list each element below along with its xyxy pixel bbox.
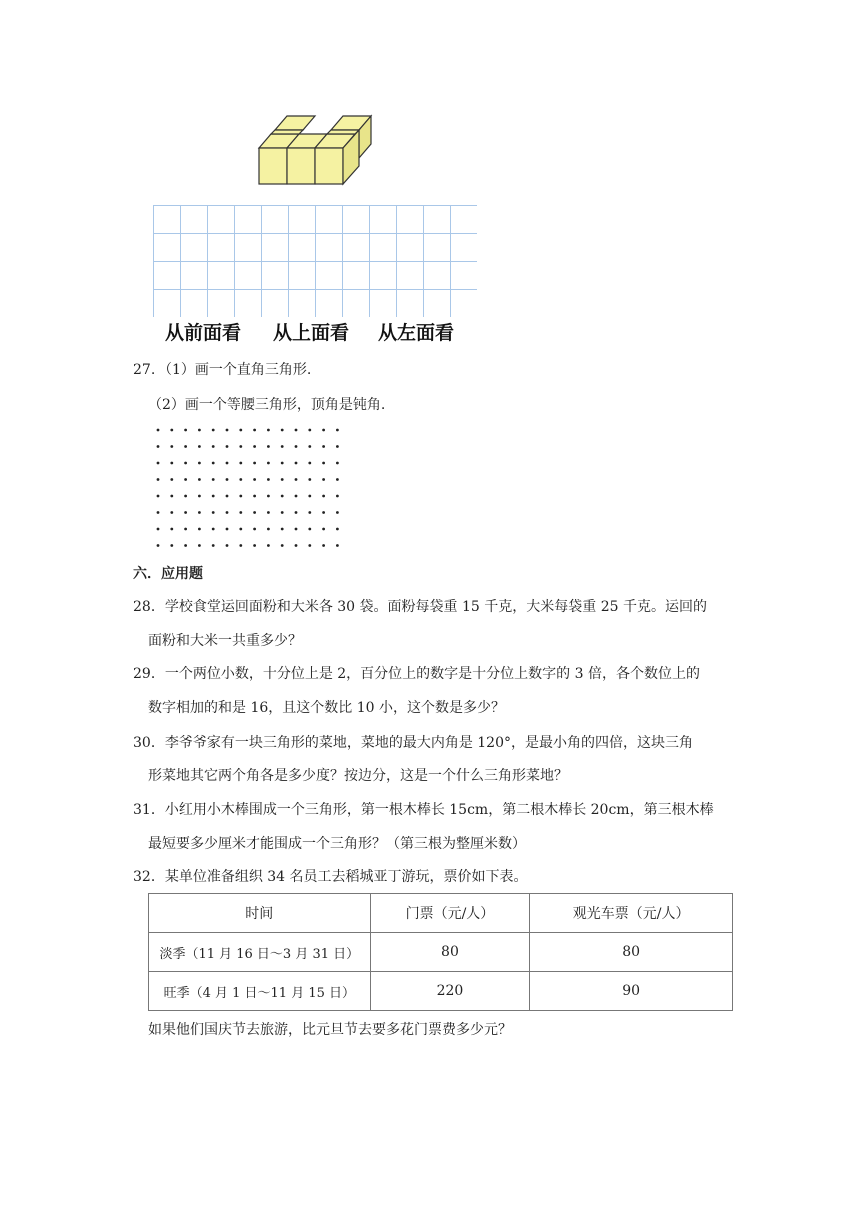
- grid-dot: [170, 429, 173, 432]
- grid-dot: [281, 429, 284, 432]
- question-27-number: 27.: [133, 362, 156, 378]
- grid-dot: [253, 511, 256, 514]
- grid-dot: [170, 445, 173, 448]
- grid-dot: [157, 495, 160, 498]
- grid-dot: [322, 528, 325, 531]
- grid-dot: [184, 462, 187, 465]
- grid-dot: [267, 445, 270, 448]
- grid-dot: [212, 429, 215, 432]
- view-label-front: 从前面看: [165, 322, 242, 344]
- grid-dot: [239, 429, 242, 432]
- grid-dot: [308, 429, 311, 432]
- cube-figure: [255, 112, 375, 188]
- grid-dot: [198, 429, 201, 432]
- table-cell: 淡季（11 月 16 日～3 月 31 日）: [149, 933, 371, 972]
- question-32-question: 如果他们国庆节去旅游，比元旦节去要多花门票费多少元？: [148, 1022, 512, 1038]
- grid-dot: [226, 544, 229, 547]
- question-30-line1: 30．李爷爷家有一块三角形的菜地，菜地的最大内角是 120°，是最小角的四倍，这块三角: [133, 735, 693, 751]
- grid-dot: [267, 511, 270, 514]
- grid-dot: [253, 544, 256, 547]
- grid-dot: [170, 544, 173, 547]
- grid-dot: [295, 478, 298, 481]
- table-header-row: [149, 894, 733, 933]
- grid-dot: [212, 445, 215, 448]
- grid-dot: [198, 462, 201, 465]
- grid-dot: [239, 528, 242, 531]
- drawing-grid[interactable]: [153, 205, 477, 317]
- dot-grid[interactable]: [150, 424, 350, 550]
- section-title: 六．应用题: [133, 566, 203, 582]
- grid-dot: [267, 495, 270, 498]
- grid-dot: [267, 429, 270, 432]
- grid-dot: [226, 429, 229, 432]
- grid-dot: [295, 445, 298, 448]
- grid-dot: [281, 445, 284, 448]
- grid-dot: [336, 528, 339, 531]
- question-31-line1: 31．小红用小木棒围成一个三角形，第一根木棒长 15cm，第二根木棒长 20cm，第三根木棒: [133, 802, 714, 818]
- question-27-part1: （1）画一个直角三角形.: [158, 362, 312, 378]
- grid-dot: [184, 511, 187, 514]
- grid-dot: [308, 478, 311, 481]
- grid-dot: [281, 528, 284, 531]
- grid-dot: [336, 495, 339, 498]
- grid-dot: [253, 462, 256, 465]
- grid-dot: [198, 478, 201, 481]
- grid-dot: [170, 495, 173, 498]
- grid-dot: [295, 462, 298, 465]
- price-table: [148, 893, 733, 1011]
- grid-dot: [336, 445, 339, 448]
- grid-dot: [226, 478, 229, 481]
- table-cell: 80: [530, 933, 733, 972]
- grid-dot: [295, 429, 298, 432]
- grid-dot: [295, 544, 298, 547]
- grid-dot: [308, 528, 311, 531]
- grid-dot: [322, 511, 325, 514]
- view-label-top: 从上面看: [273, 322, 350, 344]
- grid-dot: [336, 511, 339, 514]
- table-header-cell: 时间: [149, 894, 371, 933]
- table-header-cell: 门票（元/人）: [370, 894, 530, 933]
- grid-dot: [253, 445, 256, 448]
- grid-dot: [226, 511, 229, 514]
- question-28-line1: 28．学校食堂运回面粉和大米各 30 袋。面粉每袋重 15 千克，大米每袋重 25 千克。运回的: [133, 599, 707, 615]
- grid-dot: [157, 528, 160, 531]
- grid-dot: [184, 528, 187, 531]
- grid-dot: [157, 544, 160, 547]
- grid-dot: [157, 478, 160, 481]
- table-cell: 220: [370, 972, 530, 1011]
- grid-dot: [336, 544, 339, 547]
- grid-dot: [212, 544, 215, 547]
- grid-dot: [322, 462, 325, 465]
- grid-dot: [157, 429, 160, 432]
- grid-dot: [157, 511, 160, 514]
- grid-dot: [281, 511, 284, 514]
- grid-dot: [198, 544, 201, 547]
- grid-dot: [308, 445, 311, 448]
- grid-dot: [184, 429, 187, 432]
- grid-dot: [226, 495, 229, 498]
- question-30-line2: 形菜地其它两个角各是多少度？按边分，这是一个什么三角形菜地？: [148, 768, 568, 784]
- grid-dot: [267, 478, 270, 481]
- grid-dot: [239, 462, 242, 465]
- grid-dot: [253, 478, 256, 481]
- grid-dot: [253, 495, 256, 498]
- grid-dot: [322, 495, 325, 498]
- grid-dot: [198, 495, 201, 498]
- grid-dot: [253, 528, 256, 531]
- grid-dot: [226, 462, 229, 465]
- grid-dot: [267, 528, 270, 531]
- grid-dot: [170, 478, 173, 481]
- grid-dot: [322, 429, 325, 432]
- grid-dot: [322, 544, 325, 547]
- table-row: [149, 972, 733, 1011]
- grid-dot: [239, 445, 242, 448]
- grid-dot: [184, 445, 187, 448]
- grid-dot: [170, 462, 173, 465]
- grid-dot: [295, 511, 298, 514]
- question-27-part2: （2）画一个等腰三角形，顶角是钝角.: [148, 397, 386, 413]
- grid-dot: [226, 528, 229, 531]
- grid-dot: [336, 462, 339, 465]
- table-cell: 80: [370, 933, 530, 972]
- question-29-line1: 29．一个两位小数，十分位上是 2，百分位上的数字是十分位上数字的 3 倍，各个数位上的: [133, 666, 700, 682]
- grid-dot: [295, 495, 298, 498]
- grid-dot: [281, 478, 284, 481]
- grid-dot: [336, 429, 339, 432]
- grid-dot: [170, 528, 173, 531]
- grid-dot: [212, 511, 215, 514]
- grid-dot: [170, 511, 173, 514]
- grid-dot: [212, 478, 215, 481]
- grid-dot: [239, 495, 242, 498]
- grid-dot: [322, 445, 325, 448]
- grid-dot: [198, 511, 201, 514]
- table-cell: 旺季（4 月 1 日～11 月 15 日）: [149, 972, 371, 1011]
- grid-dot: [267, 462, 270, 465]
- grid-dot: [184, 495, 187, 498]
- grid-dot: [239, 478, 242, 481]
- table-cell: 90: [530, 972, 733, 1011]
- grid-dot: [239, 544, 242, 547]
- grid-dot: [308, 511, 311, 514]
- grid-dot: [308, 495, 311, 498]
- grid-dot: [281, 495, 284, 498]
- grid-dot: [184, 544, 187, 547]
- grid-dot: [308, 544, 311, 547]
- view-label-left: 从左面看: [378, 322, 455, 344]
- grid-dot: [184, 478, 187, 481]
- grid-dot: [239, 511, 242, 514]
- grid-dot: [157, 445, 160, 448]
- grid-dot: [308, 462, 311, 465]
- grid-dot: [253, 429, 256, 432]
- grid-dot: [198, 528, 201, 531]
- grid-dot: [322, 478, 325, 481]
- question-32-line1: 32．某单位准备组织 34 名员工去稻城亚丁游玩，票价如下表。: [133, 869, 528, 885]
- grid-dot: [212, 528, 215, 531]
- grid-dot: [281, 544, 284, 547]
- grid-dot: [157, 462, 160, 465]
- grid-dot: [212, 495, 215, 498]
- question-28-line2: 面粉和大米一共重多少？: [148, 633, 302, 649]
- question-29-line2: 数字相加的和是 16，且这个数比 10 小，这个数是多少？: [148, 700, 505, 716]
- question-31-line2: 最短要多少厘米才能围成一个三角形？（第三根为整厘米数）: [148, 836, 526, 852]
- grid-dot: [267, 544, 270, 547]
- grid-dot: [226, 445, 229, 448]
- table-row: [149, 933, 733, 972]
- grid-dot: [212, 462, 215, 465]
- grid-dot: [295, 528, 298, 531]
- table-header-cell: 观光车票（元/人）: [530, 894, 733, 933]
- grid-dot: [198, 445, 201, 448]
- grid-dot: [336, 478, 339, 481]
- grid-dot: [281, 462, 284, 465]
